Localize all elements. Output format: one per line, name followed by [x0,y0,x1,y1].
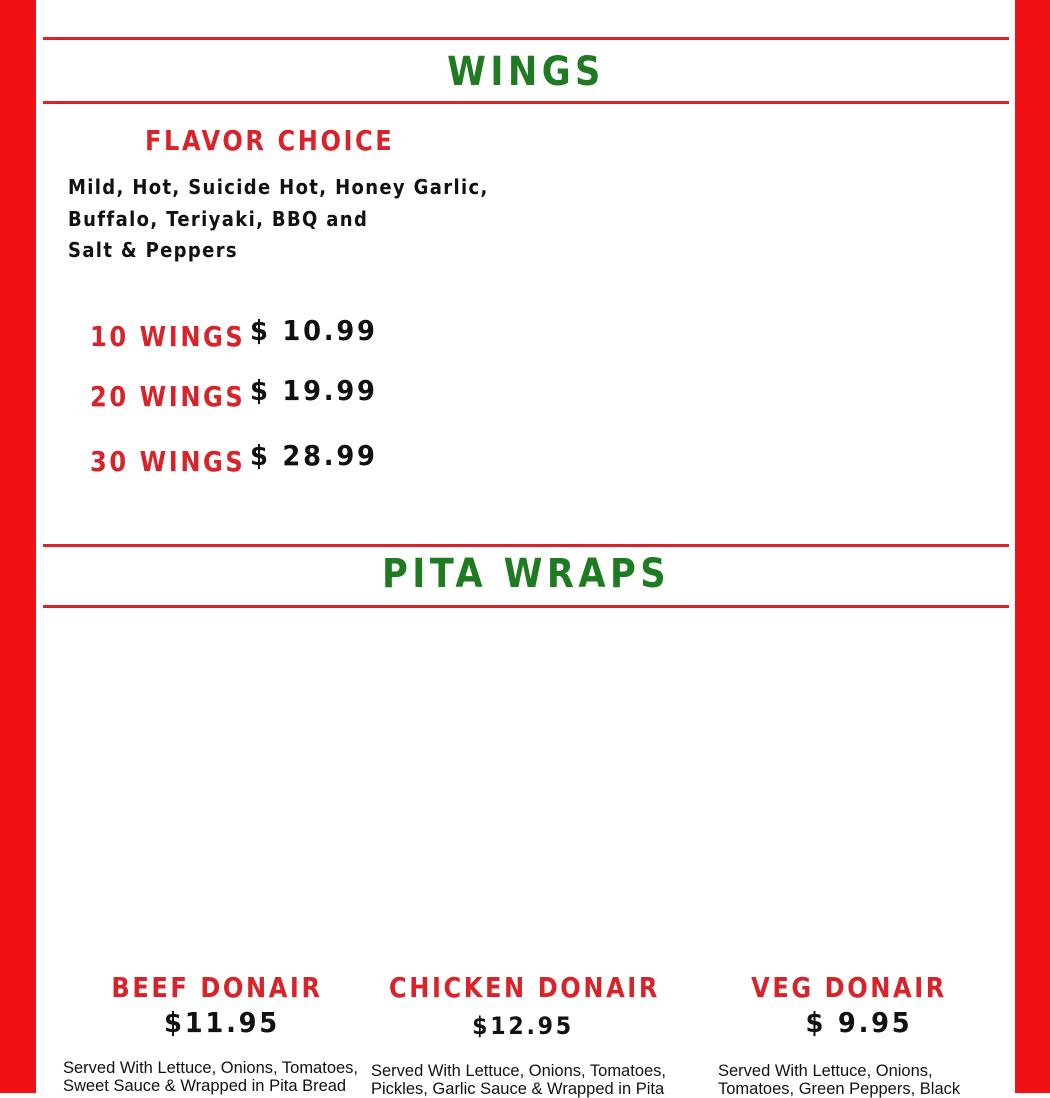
menu-item-description [63,1059,358,1095]
flavor-line: Mild, Hot, Suicide Hot, Honey Garlic, [68,175,489,199]
wings-price-value: $ 28.99 [250,439,378,472]
flavor-choice-heading: FLAVOR CHOICE [145,124,395,157]
menu-item-price: $11.95 [164,1006,280,1039]
wings-price-value: $ 19.99 [250,374,378,407]
menu-item-price: $ 9.95 [805,1006,913,1039]
description-line: Tomatoes, Green Peppers, Black [718,1080,961,1098]
wings-top-rule [43,37,1009,40]
menu-item-beef-donair [67,968,367,1038]
description-line: Pickles, Garlic Sauce & Wrapped in Pita [371,1080,665,1098]
left-red-border [0,0,36,1093]
pita-top-rule [43,544,1009,547]
flavor-choice-list [68,172,489,267]
wings-bottom-rule [43,101,1009,104]
flavor-line: Buffalo, Teriyaki, BBQ and [68,206,369,231]
menu-item-price: $12.95 [472,1012,574,1040]
flavor-line: Salt & Peppers [68,238,238,262]
description-line: Served With Lettuce, Onions, Tomatoes, [63,1059,359,1077]
menu-item-name: VEG DONAIR [751,971,947,1004]
description-line: Served With Lettuce, Onions, [718,1062,933,1080]
description-line: Sweet Sauce & Wrapped in Pita Bread [63,1077,347,1095]
description-line: Served With Lettuce, Onions, Tomatoes, [371,1062,667,1080]
menu-item-name: CHICKEN DONAIR [389,971,660,1004]
pita-wraps-section-title: PITA WRAPS [381,551,670,597]
wings-count-label: 10 WINGS [90,320,246,353]
wings-price-value: $ 10.99 [250,314,378,347]
menu-item-veg-donair [699,968,999,1038]
menu-item-name: BEEF DONAIR [111,971,323,1004]
wings-count-label: 20 WINGS [90,380,246,413]
wings-count-label: 30 WINGS [90,445,246,478]
wings-section-title: WINGS [447,49,605,95]
menu-item-chicken-donair [368,968,668,1042]
right-red-border [1015,0,1050,1093]
pita-bottom-rule [43,605,1009,608]
